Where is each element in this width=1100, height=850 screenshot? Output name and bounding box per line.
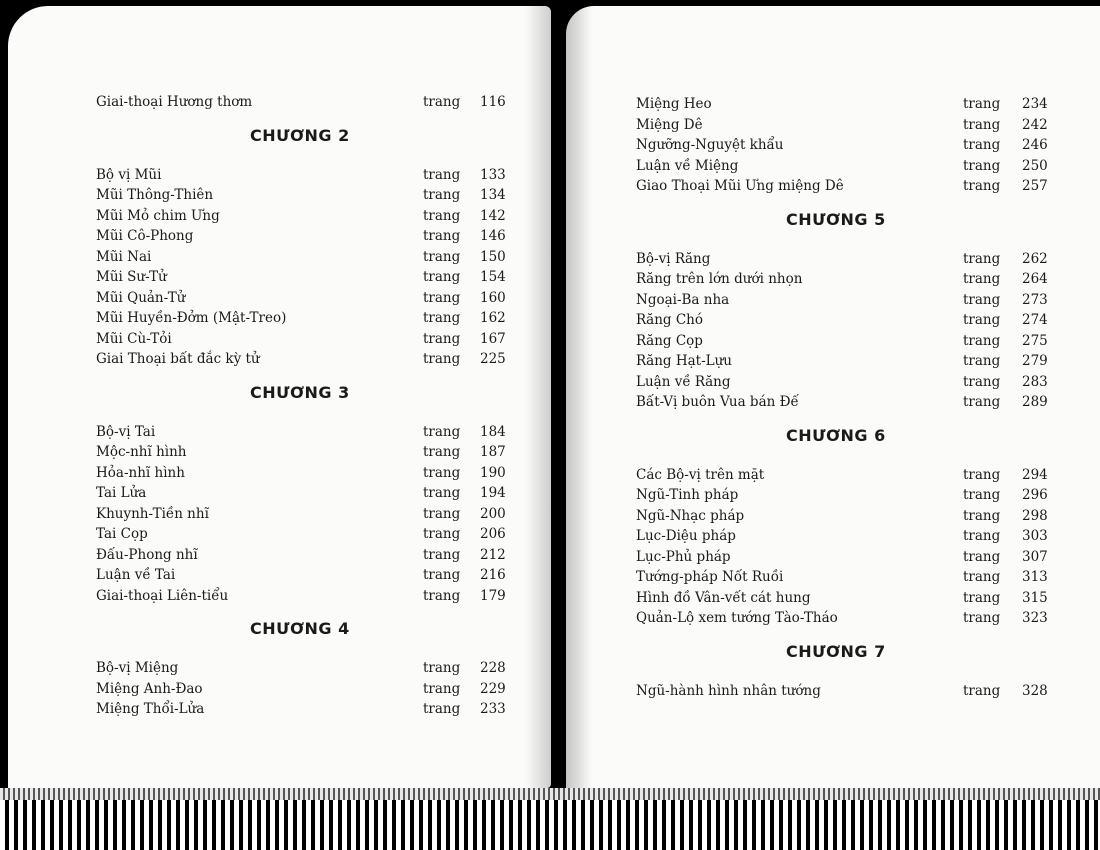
toc-entry xyxy=(96,442,526,463)
entry-page-number: 274 xyxy=(1022,312,1048,328)
entry-page-word: trang xyxy=(423,701,461,717)
entry-title: Luận về Tai xyxy=(96,567,176,583)
toc-left xyxy=(96,92,526,720)
entry-page-word: trang xyxy=(963,137,1001,153)
entry-title: Mũi Cù-Tỏi xyxy=(96,330,172,347)
chapter-heading-text: CHƯƠNG 6 xyxy=(786,425,886,445)
entry-title: Tai Cọp xyxy=(96,526,148,542)
entry-title: Răng Chó xyxy=(636,312,703,328)
entry-page-number: 289 xyxy=(1022,394,1048,410)
entry-page-word: trang xyxy=(423,546,461,563)
entry-page-word: trang xyxy=(423,485,461,501)
toc-entry xyxy=(96,226,526,247)
entry-title: Mũi Quản-Tử xyxy=(96,289,186,306)
entry-title: Mũi Mỏ chim Ưng xyxy=(96,207,220,224)
entry-page-number: 303 xyxy=(1022,528,1048,544)
toc-entry xyxy=(636,115,1056,136)
toc-entry xyxy=(96,463,526,484)
entry-page-word: trang xyxy=(963,682,1001,699)
entry-title: Các Bộ-vị trên mặt xyxy=(636,466,765,483)
entry-title: Răng Hạt-Lựu xyxy=(636,353,733,369)
entry-page-number: 315 xyxy=(1022,589,1048,606)
entry-page-number: 179 xyxy=(480,587,506,604)
entry-page-word: trang xyxy=(963,610,1001,626)
gutter-shadow xyxy=(525,6,551,788)
entry-title: Ngũ-Tinh pháp xyxy=(636,487,739,503)
entry-page-number: 279 xyxy=(1022,353,1048,369)
entry-page-word: trang xyxy=(423,330,461,347)
entry-page-number: 200 xyxy=(480,505,506,522)
entry-page-word: trang xyxy=(963,250,1001,267)
entry-page-word: trang xyxy=(963,178,1001,194)
entry-page-number: 162 xyxy=(480,310,506,326)
entry-page-word: trang xyxy=(423,207,461,224)
entry-page-word: trang xyxy=(963,589,1001,606)
entry-page-number: 283 xyxy=(1022,373,1048,390)
toc-entry xyxy=(96,699,526,720)
entry-title: Bộ-vị Tai xyxy=(96,423,156,440)
toc-entry xyxy=(636,465,1056,486)
toc-entry xyxy=(96,247,526,268)
entry-page-number: 323 xyxy=(1022,610,1048,626)
chapter-heading-text: CHƯƠNG 7 xyxy=(786,641,886,661)
entry-page-number: 190 xyxy=(480,464,506,481)
entry-page-number: 307 xyxy=(1022,548,1048,565)
toc-entry xyxy=(96,288,526,309)
entry-page-number: 146 xyxy=(480,228,506,244)
entry-page-word: trang xyxy=(963,312,1001,328)
entry-page-number: 142 xyxy=(480,207,506,224)
entry-page-number: 160 xyxy=(480,289,506,306)
toc-entry xyxy=(96,185,526,206)
entry-title: Ngoại-Ba nha xyxy=(636,291,730,308)
toc-entry xyxy=(96,422,526,443)
toc-entry xyxy=(96,329,526,350)
toc-entry xyxy=(636,567,1056,588)
entry-page-number: 250 xyxy=(1022,157,1048,174)
entry-title: Bộ-vị Răng xyxy=(636,250,711,267)
toc-entry xyxy=(96,206,526,227)
entry-title: Mũi Nai xyxy=(96,248,152,265)
chapter-heading-text: CHƯƠNG 5 xyxy=(786,209,886,229)
entry-page-number: 296 xyxy=(1022,487,1048,503)
toc-entry xyxy=(96,679,526,700)
toc-entry xyxy=(636,290,1056,311)
entry-page-word: trang xyxy=(963,487,1001,503)
entry-page-number: 187 xyxy=(480,444,506,460)
entry-title: Mũi Cô-Phong xyxy=(96,228,194,244)
entry-page-number: 262 xyxy=(1022,250,1048,267)
entry-title: Ngũ-hành hình nhân tướng xyxy=(636,682,821,699)
entry-title: Luận về Răng xyxy=(636,373,731,390)
entry-page-word: trang xyxy=(423,444,461,460)
toc-entry xyxy=(96,483,526,504)
toc-entry xyxy=(636,176,1056,197)
chapter-heading xyxy=(636,421,1056,451)
toc-entry xyxy=(636,681,1056,702)
entry-page-number: 275 xyxy=(1022,332,1048,349)
entry-page-word: trang xyxy=(963,353,1001,369)
toc-entry xyxy=(636,485,1056,506)
entry-page-word: trang xyxy=(423,526,461,542)
entry-page-word: trang xyxy=(423,587,461,604)
toc-right xyxy=(636,94,1056,701)
chapter-heading xyxy=(636,637,1056,667)
entry-page-word: trang xyxy=(963,157,1001,174)
toc-entry xyxy=(636,135,1056,156)
entry-page-number: 234 xyxy=(1022,96,1048,112)
entry-page-word: trang xyxy=(423,166,461,183)
chapter-heading xyxy=(96,121,526,151)
entry-page-number: 206 xyxy=(480,526,506,542)
entry-page-word: trang xyxy=(963,373,1001,390)
entry-page-number: 242 xyxy=(1022,116,1048,133)
entry-title: Hỏa-nhĩ hình xyxy=(96,464,185,481)
entry-title: Tai Lửa xyxy=(96,485,147,501)
entry-page-word: trang xyxy=(423,228,461,244)
toc-entry xyxy=(636,310,1056,331)
entry-title: Mũi Huyền-Đởm (Mật-Treo) xyxy=(96,310,287,326)
entry-title: Miệng Anh-Đao xyxy=(96,680,203,697)
entry-page-word: trang xyxy=(423,310,461,326)
entry-title: Luận về Miệng xyxy=(636,157,739,174)
toc-entry xyxy=(636,331,1056,352)
toc-entry xyxy=(96,165,526,186)
entry-title: Miệng Dê xyxy=(636,116,703,133)
entry-page-number: 194 xyxy=(480,485,506,501)
toc-entry xyxy=(96,586,526,607)
entry-page-number: 257 xyxy=(1022,178,1048,194)
entry-page-word: trang xyxy=(963,291,1001,308)
entry-page-word: trang xyxy=(423,289,461,306)
entry-page-number: 228 xyxy=(480,660,506,676)
entry-title: Lục-Diệu pháp xyxy=(636,528,736,544)
chapter-heading xyxy=(636,205,1056,235)
entry-title: Miệng Heo xyxy=(636,96,712,112)
entry-page-word: trang xyxy=(963,116,1001,133)
entry-title: Giai-thoại Hương thơm xyxy=(96,94,253,110)
entry-page-number: 216 xyxy=(480,567,506,583)
entry-page-word: trang xyxy=(423,269,461,285)
entry-page-word: trang xyxy=(423,567,461,583)
entry-page-number: 298 xyxy=(1022,507,1048,524)
entry-page-word: trang xyxy=(423,464,461,481)
entry-page-number: 212 xyxy=(480,546,506,563)
chapter-heading-text: CHƯƠNG 3 xyxy=(250,382,350,402)
entry-title: Đấu-Phong nhĩ xyxy=(96,546,198,563)
toc-entry xyxy=(636,269,1056,290)
toc-entry xyxy=(96,349,526,370)
toc-entry xyxy=(96,658,526,679)
chapter-heading xyxy=(96,378,526,408)
chapter-heading-text: CHƯƠNG 2 xyxy=(250,125,350,145)
entry-page-number: 313 xyxy=(1022,569,1048,585)
scan-edge-band xyxy=(0,788,1100,800)
entry-page-number: 273 xyxy=(1022,291,1048,308)
entry-page-word: trang xyxy=(963,466,1001,483)
entry-page-word: trang xyxy=(423,94,461,110)
entry-page-number: 150 xyxy=(480,248,506,265)
entry-page-word: trang xyxy=(963,548,1001,565)
entry-title: Giao Thoại Mũi Ưng miệng Dê xyxy=(636,178,844,194)
entry-title: Hình đồ Vân-vết cát hung xyxy=(636,589,811,606)
toc-entry xyxy=(636,94,1056,115)
toc-entry xyxy=(636,156,1056,177)
entry-page-word: trang xyxy=(963,96,1001,112)
entry-title: Khuynh-Tiền nhĩ xyxy=(96,505,209,522)
entry-page-number: 134 xyxy=(480,187,506,203)
right-page xyxy=(566,6,1100,788)
entry-title: Quản-Lộ xem tướng Tào-Tháo xyxy=(636,610,838,626)
toc-entry xyxy=(96,92,526,113)
toc-entry xyxy=(636,372,1056,393)
entry-title: Giai Thoại bất đắc kỳ tử xyxy=(96,351,260,367)
toc-entry xyxy=(636,526,1056,547)
entry-page-number: 328 xyxy=(1022,682,1048,699)
entry-page-number: 133 xyxy=(480,166,506,183)
gutter-shadow xyxy=(566,6,592,788)
entry-title: Bộ vị Mũi xyxy=(96,166,162,183)
entry-page-word: trang xyxy=(423,187,461,203)
entry-page-number: 167 xyxy=(480,330,506,347)
entry-title: Ngưỡng-Nguyệt khẩu xyxy=(636,137,784,153)
entry-title: Ngũ-Nhạc pháp xyxy=(636,507,745,524)
entry-page-word: trang xyxy=(963,332,1001,349)
entry-title: Tướng-pháp Nốt Ruồi xyxy=(636,569,784,585)
toc-entry xyxy=(636,392,1056,413)
entry-page-word: trang xyxy=(423,351,461,367)
entry-page-word: trang xyxy=(963,507,1001,524)
entry-title: Mũi Sư-Tử xyxy=(96,269,167,285)
entry-page-number: 225 xyxy=(480,351,506,367)
chapter-heading-text: CHƯƠNG 4 xyxy=(250,619,350,638)
entry-title: Bất-Vị buôn Vua bán Đế xyxy=(636,394,799,410)
entry-page-word: trang xyxy=(963,528,1001,544)
toc-entry xyxy=(636,506,1056,527)
entry-title: Miệng Thổi-Lửa xyxy=(96,701,205,717)
entry-page-word: trang xyxy=(423,248,461,265)
entry-page-word: trang xyxy=(423,423,461,440)
entry-page-number: 233 xyxy=(480,701,506,717)
toc-entry xyxy=(636,588,1056,609)
toc-entry xyxy=(96,308,526,329)
toc-entry xyxy=(636,249,1056,270)
entry-page-word: trang xyxy=(423,660,461,676)
entry-title: Lục-Phủ pháp xyxy=(636,548,731,565)
entry-page-word: trang xyxy=(423,505,461,522)
entry-page-number: 229 xyxy=(480,680,506,697)
entry-page-word: trang xyxy=(963,271,1001,287)
toc-entry xyxy=(636,547,1056,568)
entry-page-word: trang xyxy=(423,680,461,697)
left-page xyxy=(8,6,551,788)
entry-title: Răng trên lớn dưới nhọn xyxy=(636,271,803,287)
entry-page-word: trang xyxy=(963,569,1001,585)
toc-entry xyxy=(636,608,1056,629)
entry-title: Răng Cọp xyxy=(636,332,703,349)
entry-page-number: 116 xyxy=(480,94,506,110)
toc-entry xyxy=(96,545,526,566)
entry-title: Mũi Thông-Thiên xyxy=(96,187,214,203)
chapter-heading xyxy=(96,614,526,644)
entry-title: Bộ-vị Miệng xyxy=(96,660,179,676)
entry-page-number: 294 xyxy=(1022,466,1048,483)
toc-entry xyxy=(96,267,526,288)
entry-page-number: 264 xyxy=(1022,271,1048,287)
entry-title: Mộc-nhĩ hình xyxy=(96,444,187,460)
entry-page-number: 246 xyxy=(1022,137,1048,153)
toc-entry xyxy=(96,565,526,586)
toc-entry xyxy=(636,351,1056,372)
scan-edge-stripes xyxy=(0,788,1100,850)
toc-entry xyxy=(96,504,526,525)
toc-entry xyxy=(96,524,526,545)
entry-page-number: 184 xyxy=(480,423,506,440)
entry-page-word: trang xyxy=(963,394,1001,410)
entry-page-number: 154 xyxy=(480,269,506,285)
entry-title: Giai-thoại Liên-tiểu xyxy=(96,587,229,604)
